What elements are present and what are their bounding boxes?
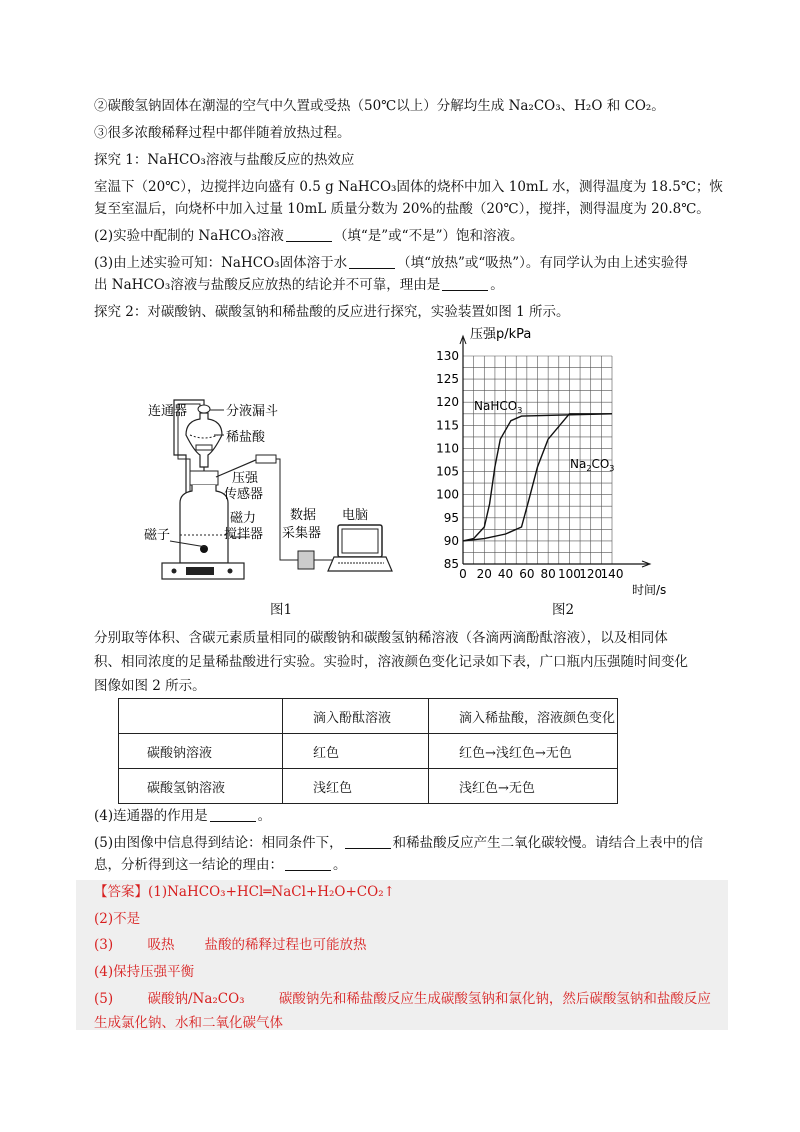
collector-label-2: 采集器 [282,526,322,541]
bottle-stopper [190,471,218,485]
explore-1-para-2: 复至室温后，向烧杯中加入过量 10mL 质量分数为 20%的盐酸（20℃），搅拌，测得温度为 20.8℃。 [94,201,710,217]
explore-1-title: 探究 1：NaHCO₃溶液与盐酸反应的热效应 [94,152,355,168]
figure-2-caption: 图2 [552,602,575,618]
collector-label-1: 数据 [290,508,317,523]
answer-blank [210,807,256,822]
table-cell: 红色→浅红色→无色 [429,734,618,769]
x-tick-label: 0 [459,567,467,581]
connector-label: 连通器 [148,404,188,419]
answer-4: (4)保持压强平衡 [94,964,195,980]
note-3: ③很多浓酸稀释过程中都伴随着放热过程。 [94,125,351,141]
x-tick-label: 100 [557,567,581,581]
question-4 [94,806,271,826]
question-3-cont [94,275,504,295]
x-tick-label: 80 [540,567,556,581]
separatory-funnel [186,413,222,467]
table-row [119,734,618,769]
y-tick-label: 105 [436,464,459,479]
x-tick-label: 140 [600,567,624,581]
answer-blank [349,254,395,269]
y-axis-title: 压强p/kPa [470,327,532,342]
question-2-text: (2)实验中配制的 NaHCO₃溶液 [94,228,284,244]
pressure-sensor [256,455,276,463]
funnel-label: 分液漏斗 [226,404,279,419]
series-label-nahco3: NaHCO$_3$ [474,399,523,415]
y-tick-label: 90 [443,533,459,548]
explore-2-para-1: 分别取等体积、含碳元素质量相同的碳酸钠和碳酸氢钠稀溶液（各滴两滴酚酞溶液），以及相同体 [94,630,668,646]
y-tick-label: 130 [436,349,459,363]
question-5 [94,833,703,853]
y-tick-label: 95 [443,510,459,525]
y-tick-label: 110 [436,441,459,456]
question-4-tail: 。 [257,808,272,824]
y-tick-label: 125 [436,372,459,387]
answer-3: (3) 吸热 盐酸的稀释过程也可能放热 [94,937,367,953]
y-tick-label: 100 [436,487,459,502]
question-4-text: (4)连通器的作用是 [94,808,208,824]
explore-2-para-2: 积、相同浓度的足量稀盐酸进行实验。实验时，溶液颜色变化记录如下表，广口瓶内压强随时间变化 [94,654,688,670]
explore-2-title: 探究 2：对碳酸钠、碳酸氢钠和稀盐酸的反应进行探究，实验装置如图 1 所示。 [94,304,570,320]
x-tick-label: 40 [497,567,514,581]
question-3-cont-tail: 。 [490,277,504,293]
figure-2-chart [420,322,690,602]
question-3 [94,253,688,273]
x-tick-label: 20 [476,567,492,581]
question-5-cont-tail: 。 [333,857,347,873]
sensor-label-1: 压强 [232,471,259,486]
funnel-stopper [198,405,210,413]
table-header: 滴入稀盐酸，溶液颜色变化 [429,699,618,734]
question-5-tail: 和稀盐酸反应产生二氧化碳较慢。请结合上表中的信 [392,835,704,851]
table-cell: 红色 [283,734,429,769]
note-2: ②碳酸氢钠固体在潮湿的空气中久置或受热（50℃以上）分解均生成 Na₂CO₃、H₂O 和 CO₂。 [94,98,665,114]
sensor-label-2: 传感器 [224,487,264,502]
magnet-label: 磁子 [144,528,171,543]
acid-label: 稀盐酸 [226,430,266,445]
series-label-na2co3: $Na_2CO_3$ [570,457,615,473]
question-5-cont [94,855,347,875]
x-axis-title: 时间/s [632,583,667,597]
data-collector [298,551,314,569]
answer-5: (5) 碳酸钠/Na₂CO₃ 碳酸钠先和稀盐酸反应生成碳酸氢钠和氯化钠，然后碳酸氢钠和盐酸反应 [94,991,711,1007]
color-change-table [118,698,618,804]
question-2 [94,226,523,246]
y-tick-label: 120 [436,395,459,410]
stirrer-label-2: 搅拌器 [224,527,264,542]
table-row [119,769,618,804]
figure-1-apparatus [130,385,420,585]
x-tick-label: 120 [579,567,603,581]
table-header: 滴入酚酞溶液 [283,699,429,734]
question-5-text: (5)由图像中信息得到结论：相同条件下， [94,835,343,851]
question-3-tail: （填“放热”或“吸热”）。有同学认为由上述实验得 [397,255,688,271]
answer-5-cont: 生成氯化钠、水和二氧化碳气体 [94,1015,283,1031]
question-3-cont-text: 出 NaHCO₃溶液与盐酸反应放热的结论并不可靠，理由是 [94,277,441,293]
question-5-cont-text: 息，分析得到这一结论的理由： [94,857,283,873]
table-header [119,699,283,734]
table-header-row [119,699,618,734]
figure-1-caption: 图1 [270,602,293,618]
answer-blank [286,227,332,242]
table-cell: 碳酸氢钠溶液 [119,769,283,804]
table-cell: 碳酸钠溶液 [119,734,283,769]
answer-blank [442,276,488,291]
explore-1-para-1: 室温下（20℃），边搅拌边向盛有 0.5 g NaHCO₃固体的烧杯中加入 10mL 水，测得温度为 18.5℃；恢 [94,179,723,195]
answer-2: (2)不是 [94,911,141,927]
y-tick-label: 115 [436,418,459,433]
answer-blank [345,834,391,849]
answer-1: 【答案】(1)NaHCO₃+HCl═NaCl+H₂O+CO₂↑ [94,884,395,900]
explore-2-para-3: 图像如图 2 所示。 [94,678,206,694]
y-tick-label: 85 [443,557,459,571]
question-2-tail: （填“是”或“不是”）饱和溶液。 [333,228,524,244]
x-tick-label: 60 [519,567,535,581]
question-3-text: (3)由上述实验可知：NaHCO₃固体溶于水 [94,255,348,271]
stirrer-label-1: 磁力 [230,511,257,526]
computer-label: 电脑 [342,508,369,523]
table-cell: 浅红色→无色 [429,769,618,804]
table-cell: 浅红色 [283,769,429,804]
answer-blank [285,856,331,871]
